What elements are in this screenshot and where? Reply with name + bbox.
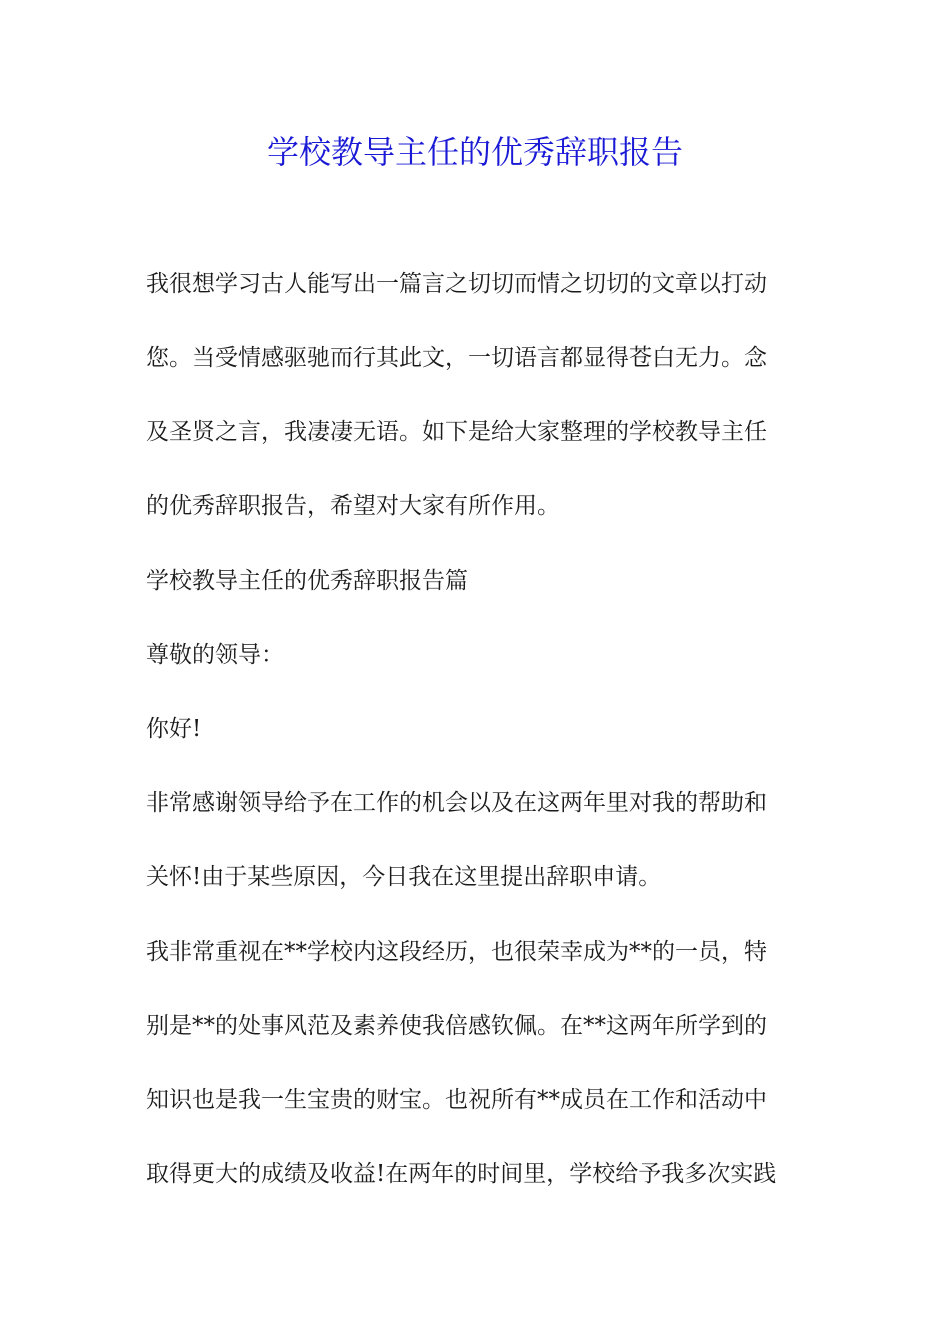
salutation: 尊敬的领导： [146,642,284,668]
text-line: 我很想学习古人能写出一篇言之切切而情之切切的文章以打动 [146,271,767,297]
greeting: 你好! [146,716,202,742]
section-heading: 学校教导主任的优秀辞职报告篇 [146,568,468,594]
text-line: 及圣贤之言，我凄凄无语。如下是给大家整理的学校教导主任 [146,419,767,445]
text-line: 您。当受情感驱驰而行其此文，一切语言都显得苍白无力。念 [146,345,767,371]
text-line: 关怀!由于某些原因，今日我在这里提出辞职申请。 [146,864,662,890]
text-line: 的优秀辞职报告，希望对大家有所作用。 [146,493,560,519]
text-line: 取得更大的成绩及收益!在两年的时间里，学校给予我多次实践 [146,1161,777,1187]
document-title: 学校教导主任的优秀辞职报告 [266,133,683,171]
text-line: 我非常重视在**学校内这段经历，也很荣幸成为**的一员，特 [146,939,767,965]
text-line: 知识也是我一生宝贵的财宝。也祝所有**成员在工作和活动中 [146,1087,767,1113]
text-line: 别是**的处事风范及素养使我倍感钦佩。在**这两年所学到的 [146,1013,767,1039]
text-line: 非常感谢领导给予在工作的机会以及在这两年里对我的帮助和 [146,790,767,816]
